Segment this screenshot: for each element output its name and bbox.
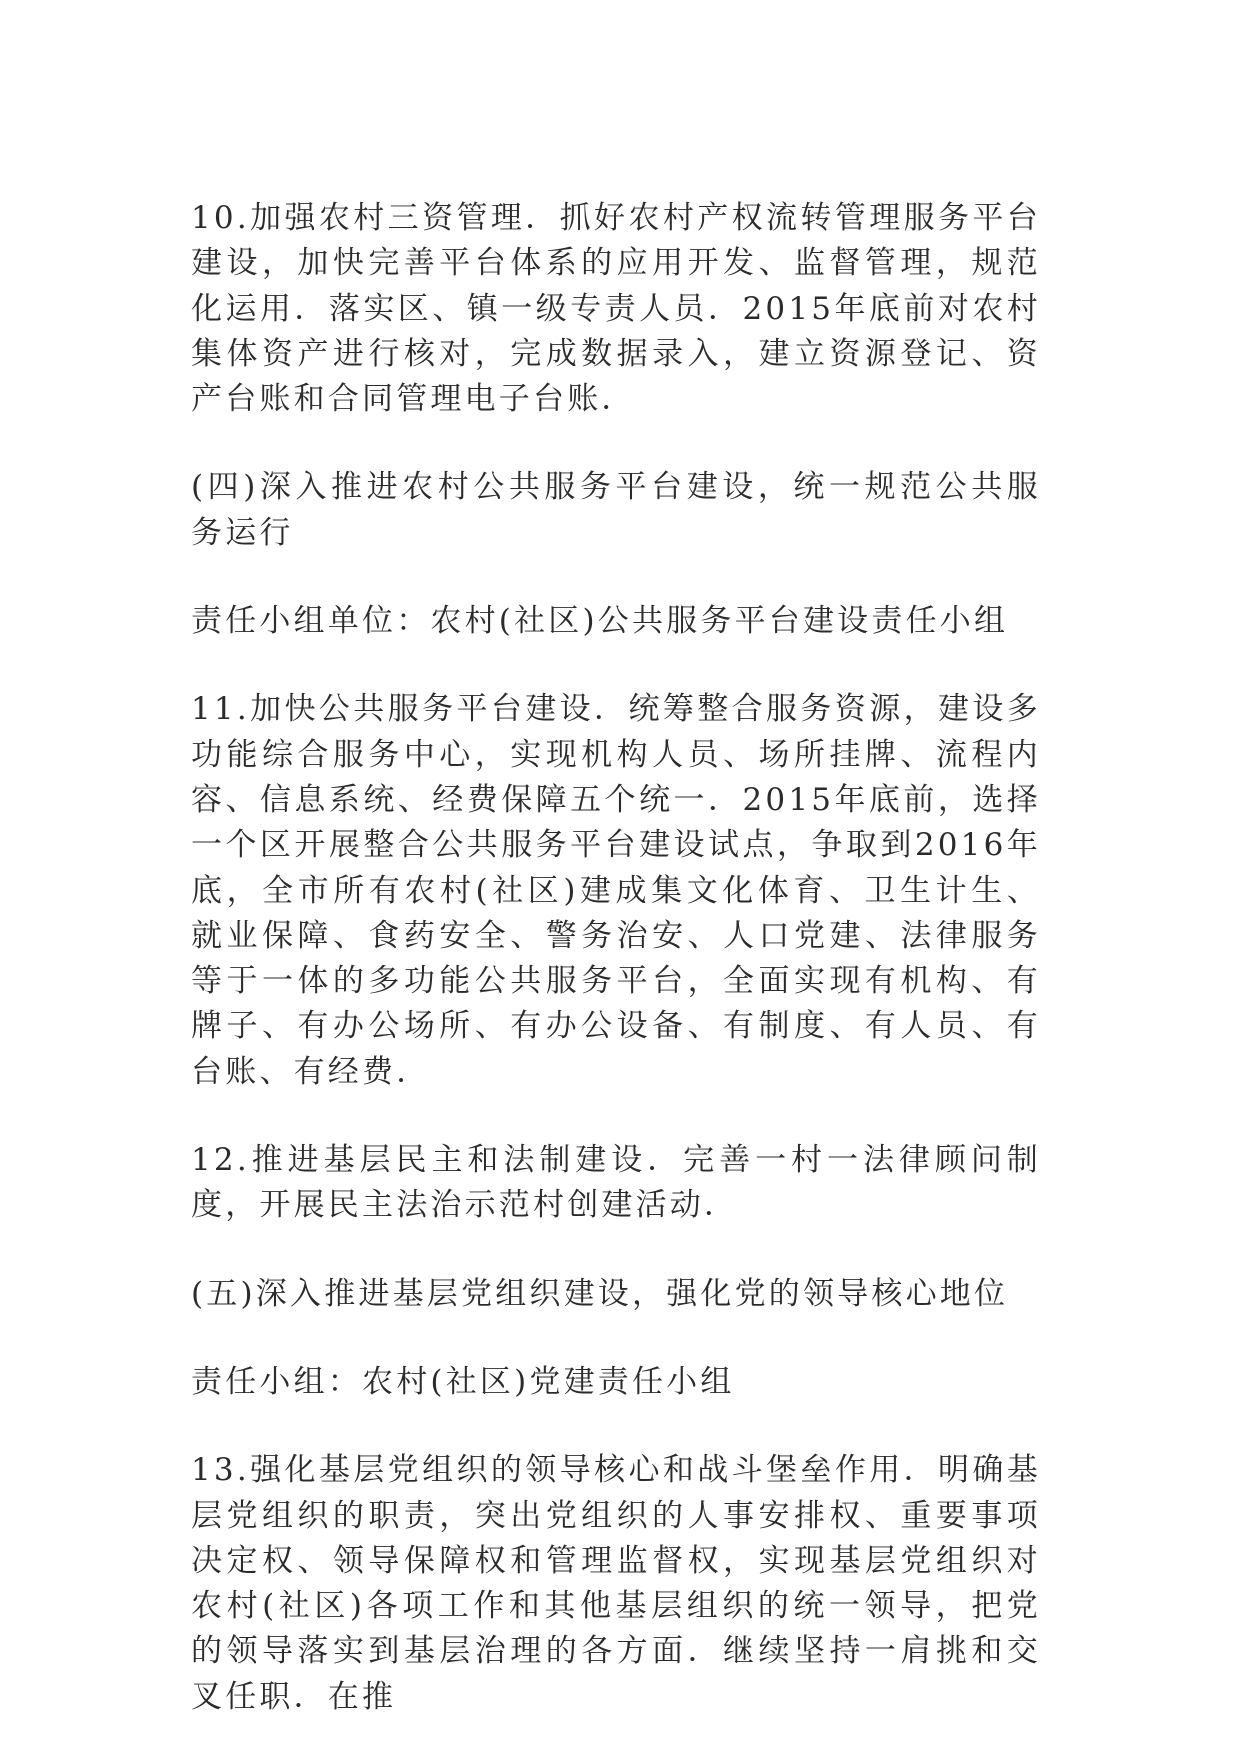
paragraph-item-12: 12.推进基层民主和法制建设．完善一村一法律顾问制度，开展民主法治示范村创建活动． xyxy=(191,1142,1041,1224)
paragraph-item-13: 13.强化基层党组织的领导核心和战斗堡垒作用．明确基层党组织的职责，突出党组织的人事安排权、重要事项决定权、领导保障权和管理监督权，实现基层党组织对农村(社区)各项工作和其他基层组织的统一领导，把党的领导落实到基层治理的各方面．继续坚持一肩挑和交叉任职．在推 xyxy=(191,1452,1041,1715)
responsible-group-line: 责任小组单位：农村(社区)公共服务平台建设责任小组 xyxy=(191,603,1009,640)
document-body xyxy=(191,196,1041,1720)
paragraph-item-10: 10.加强农村三资管理．抓好农村产权流转管理服务平台建设，加快完善平台体系的应用开发、监督管理，规范化运用．落实区、镇一级专责人员．2015年底前对农村集体资产进行核对，完成数据录入，建立资源登记、资产台账和合同管理电子台账． xyxy=(191,200,1041,418)
section-heading-4: (四)深入推进农村公共服务平台建设，统一规范公共服务运行 xyxy=(191,469,1041,551)
paragraph-item-11: 11.加快公共服务平台建设．统筹整合服务资源，建设多功能综合服务中心，实现机构人员、场所挂牌、流程内容、信息系统、经费保障五个统一．2015年底前，选择一个区开展整合公共服务平台建设试点，争取到2016年底，全市所有农村(社区)建成集文化体育、卫生计生、就业保障、食药安全、警务治安、人口党建、法律服务等于一体的多功能公共服务平台，全面实现有机构、有牌子、有办公场所、有办公设备、有制度、有人员、有台账、有经费． xyxy=(191,691,1041,1090)
responsible-group-line: 责任小组：农村(社区)党建责任小组 xyxy=(191,1363,735,1400)
section-heading-5: (五)深入推进基层党组织建设，强化党的领导核心地位 xyxy=(191,1275,1009,1312)
